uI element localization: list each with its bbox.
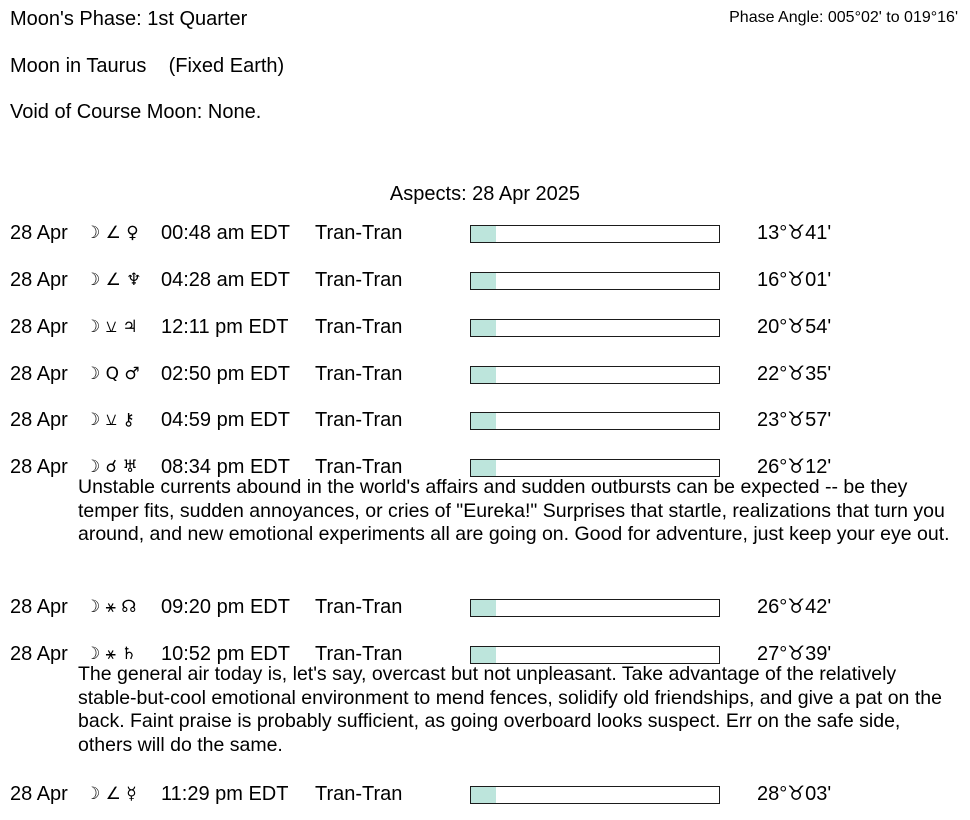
aspect-position: 27°♉39' — [757, 643, 832, 665]
aspect-time: 11:29 pm EDT — [161, 783, 289, 805]
aspect-position: 20°♉54' — [757, 316, 832, 338]
aspect-date: 28 Apr — [10, 222, 68, 244]
strength-bar — [470, 319, 720, 337]
aspect-time: 09:20 pm EDT — [161, 596, 290, 618]
aspect-row — [0, 447, 970, 478]
strength-bar — [470, 786, 720, 804]
strength-bar-fill — [471, 460, 496, 476]
aspect-date: 28 Apr — [10, 456, 68, 478]
moon-phase: Moon's Phase: 1st Quarter — [10, 8, 248, 30]
strength-bar-fill — [471, 320, 496, 336]
aspect-type: Tran-Tran — [315, 456, 403, 478]
aspect-time: 04:28 am EDT — [161, 269, 290, 291]
strength-bar — [470, 459, 720, 477]
aspect-row — [0, 774, 970, 805]
aspect-type: Tran-Tran — [315, 643, 403, 665]
aspect-date: 28 Apr — [10, 643, 68, 665]
aspect-position: 16°♉01' — [757, 269, 832, 291]
strength-bar-fill — [471, 367, 496, 383]
aspect-glyphs: ☽ ⚺ ♃ — [85, 317, 138, 337]
aspect-type: Tran-Tran — [315, 316, 403, 338]
aspect-type: Tran-Tran — [315, 783, 403, 805]
aspect-interpretation: Unstable currents abound in the world's affairs and sudden outbursts can be expected -- be they temper fits, sudden annoyances, or cries of "Eureka!" Surprises that startle, realizations that turn you around, and new emotional experiments all are going on. Good for adventure, just keep your eye out. — [78, 476, 950, 545]
aspect-position: 22°♉35' — [757, 363, 832, 385]
aspect-date: 28 Apr — [10, 269, 68, 291]
aspect-date: 28 Apr — [10, 783, 68, 805]
aspect-position: 28°♉03' — [757, 783, 832, 805]
aspect-row — [0, 260, 970, 291]
aspect-time: 02:50 pm EDT — [161, 363, 290, 385]
aspects-title: Aspects: 28 Apr 2025 — [389, 183, 581, 205]
aspect-date: 28 Apr — [10, 363, 68, 385]
aspect-type: Tran-Tran — [315, 269, 403, 291]
aspect-glyphs: ☽ ⚺ ⚷ — [85, 410, 135, 430]
aspect-glyphs: ☽ ☌ ♅ — [85, 457, 138, 477]
strength-bar-fill — [471, 787, 496, 803]
strength-bar-fill — [471, 413, 496, 429]
aspect-glyphs: ☽ ⚹ ♄ — [85, 644, 137, 664]
aspect-position: 26°♉12' — [757, 456, 832, 478]
strength-bar — [470, 225, 720, 243]
strength-bar-fill — [471, 600, 496, 616]
aspect-date: 28 Apr — [10, 596, 68, 618]
aspect-time: 04:59 pm EDT — [161, 409, 290, 431]
aspect-date: 28 Apr — [10, 409, 68, 431]
aspect-glyphs: ☽ ∠ ♆ — [85, 270, 142, 290]
aspect-row — [0, 307, 970, 338]
aspect-glyphs: ☽ ∠ ☿ — [85, 784, 137, 804]
strength-bar-fill — [471, 647, 496, 663]
aspect-position: 23°♉57' — [757, 409, 832, 431]
aspect-row — [0, 213, 970, 244]
strength-bar — [470, 412, 720, 430]
aspect-row — [0, 587, 970, 618]
strength-bar-fill — [471, 273, 496, 289]
aspect-row — [0, 354, 970, 385]
aspect-time: 10:52 pm EDT — [161, 643, 290, 665]
aspect-time: 08:34 pm EDT — [161, 456, 290, 478]
phase-angle: Phase Angle: 005°02' to 019°16' — [729, 9, 958, 26]
strength-bar-fill — [471, 226, 496, 242]
aspect-glyphs: ☽ Q ♂ — [85, 364, 140, 384]
aspect-type: Tran-Tran — [315, 409, 403, 431]
aspect-type: Tran-Tran — [315, 596, 403, 618]
aspect-position: 13°♉41' — [757, 222, 832, 244]
aspect-glyphs: ☽ ∠ ♀ — [85, 223, 139, 243]
moon-sign: Moon in Taurus (Fixed Earth) — [10, 55, 285, 77]
void-of-course: Void of Course Moon: None. — [10, 101, 262, 123]
aspect-interpretation: The general air today is, let's say, overcast but not unpleasant. Take advantage of the relatively stable-but-cool emotional environment to mend fences, solidify old friendships, and give a pat on the back. Faint praise is probably sufficient, as going overboard looks suspect. Err on the safe side, others will do the same. — [78, 663, 942, 756]
strength-bar — [470, 599, 720, 617]
strength-bar — [470, 366, 720, 384]
aspect-glyphs: ☽ ⚹ ☊ — [85, 597, 137, 617]
aspect-time: 12:11 pm EDT — [161, 316, 289, 338]
aspect-date: 28 Apr — [10, 316, 68, 338]
aspect-type: Tran-Tran — [315, 222, 403, 244]
aspect-row — [0, 400, 970, 431]
aspect-row — [0, 634, 970, 665]
aspect-type: Tran-Tran — [315, 363, 403, 385]
aspect-position: 26°♉42' — [757, 596, 832, 618]
strength-bar — [470, 646, 720, 664]
aspect-time: 00:48 am EDT — [161, 222, 290, 244]
strength-bar — [470, 272, 720, 290]
